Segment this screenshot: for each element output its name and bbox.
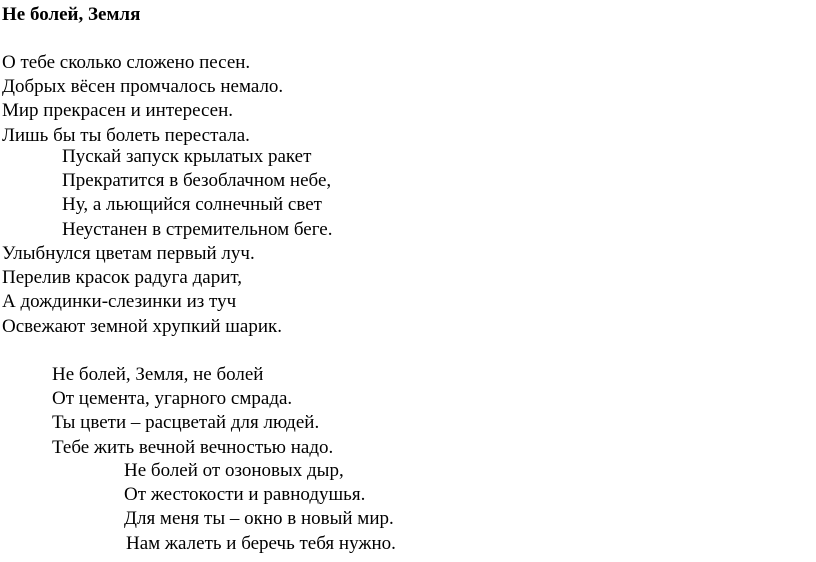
poem-line: Не болей, Земля, не болей bbox=[52, 364, 264, 385]
poem-line: Прекратится в безоблачном небе, bbox=[62, 170, 332, 192]
stanza-5 bbox=[124, 459, 396, 556]
poem-title: Не болей, Земля bbox=[2, 4, 141, 25]
poem-line: Нам жалеть и беречь тебя нужно. bbox=[126, 532, 396, 554]
stanza-3 bbox=[2, 242, 282, 339]
poem-line: От цемента, угарного смрада. bbox=[52, 388, 293, 410]
poem-line: Тебе жить вечной вечностью надо. bbox=[52, 436, 334, 458]
stanza-4 bbox=[52, 363, 333, 460]
poem-line: Перелив красок радуга дарит, bbox=[2, 267, 243, 289]
stanza-2 bbox=[62, 145, 332, 242]
poem-line: Пускай запуск крылатых ракет bbox=[62, 146, 312, 167]
poem-line: Неустанен в стремительном беге. bbox=[62, 218, 333, 240]
poem-line: Не болей от озоновых дыр, bbox=[124, 460, 344, 481]
poem-line: Улыбнулся цветам первый луч. bbox=[2, 243, 255, 264]
poem-line: Добрых вёсен промчалось немало. bbox=[2, 76, 284, 98]
poem-line: Ну, а льющийся солнечный свет bbox=[62, 194, 322, 216]
poem-line: От жестокости и равнодушья. bbox=[124, 484, 366, 506]
poem-line: О тебе сколько сложено песен. bbox=[2, 52, 251, 73]
poem-line: Освежают земной хрупкий шарик. bbox=[2, 315, 282, 337]
poem-line: Ты цвети – расцветай для людей. bbox=[52, 412, 320, 434]
poem-line: А дождинки-слезинки из туч bbox=[2, 291, 237, 313]
poem-line: Мир прекрасен и интересен. bbox=[2, 100, 234, 122]
stanza-1 bbox=[2, 51, 283, 148]
poem-line: Лишь бы ты болеть перестала. bbox=[2, 124, 250, 146]
poem-line: Для меня ты – окно в новый мир. bbox=[124, 508, 394, 530]
